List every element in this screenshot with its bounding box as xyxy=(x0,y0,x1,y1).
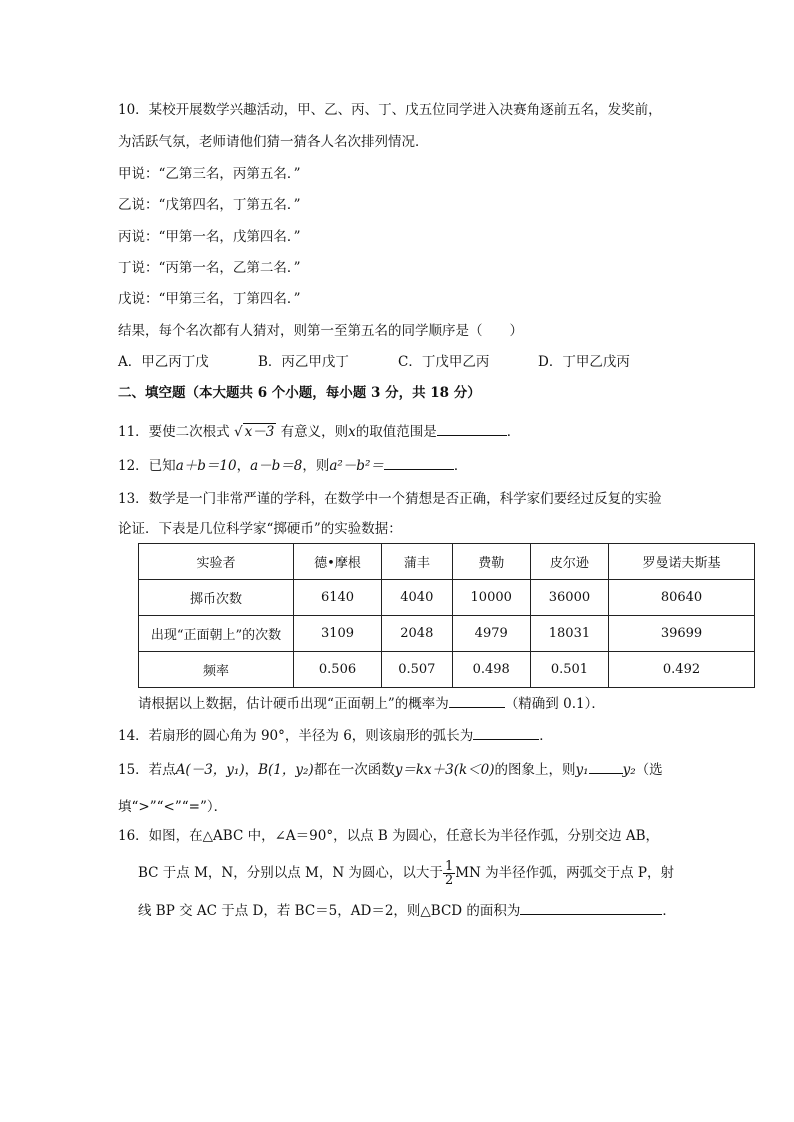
table-cell: 4979 xyxy=(452,616,530,652)
q10-statement-bing: 丙说：“甲第一名，戊第四名．” xyxy=(118,229,301,245)
table-cell: 18031 xyxy=(530,616,608,652)
q10-statement-jia: 甲说：“乙第三名，丙第五名．” xyxy=(118,166,301,182)
q15-function: y＝kx＋3(k＜0) xyxy=(394,762,495,778)
q15-point-a: A(－3，y₁) xyxy=(175,762,245,778)
table-cell: 费勒 xyxy=(452,544,530,580)
q11-text-b: 有意义，则 xyxy=(280,424,349,440)
table-cell: 实验者 xyxy=(139,544,294,580)
table-cell: 0.498 xyxy=(452,652,530,688)
table-cell: 频率 xyxy=(139,652,294,688)
q11-text-c: 的取值范围是 xyxy=(355,424,437,440)
fraction-half xyxy=(443,860,455,887)
fraction-denominator: 2 xyxy=(444,873,454,888)
q15-text-d: （选 xyxy=(635,762,663,778)
q13-after-b: （精确到 0.1）． xyxy=(504,696,605,712)
table-cell: 3109 xyxy=(294,616,382,652)
q11-variable: x xyxy=(348,424,356,440)
q16-line2-a: BC 于点 M，N，分别以点 M，N 为圆心，以大于 xyxy=(138,865,443,881)
q10-option-d: D．丁甲乙戊丙 xyxy=(538,354,630,370)
table-cell: 2048 xyxy=(382,616,453,652)
q10-option-b: B．丙乙甲戊丁 xyxy=(258,354,349,370)
table-cell: 0.492 xyxy=(609,652,755,688)
q16-end: ． xyxy=(662,903,676,919)
q12-text-b: ，则 xyxy=(302,458,330,474)
q13-after-a: 请根据以上数据，估计硬币出现“正面朝上”的概率为 xyxy=(138,696,449,712)
q15-line2: 填“>”“<”“=”）． xyxy=(118,799,228,815)
q15-text-c: 的图象上，则 xyxy=(494,762,576,778)
q10-line2: 为活跃气氛，老师请他们猜一猜各人名次排列情况． xyxy=(118,134,429,150)
table-cell: 掷币次数 xyxy=(139,580,294,616)
coin-toss-table xyxy=(138,543,755,688)
q15-text-a: 15．若点 xyxy=(118,762,176,778)
q15-y2: y₂ xyxy=(622,762,636,778)
q13-after-line xyxy=(138,693,605,714)
q14-answer-blank[interactable] xyxy=(473,725,539,740)
table-cell: 36000 xyxy=(530,580,608,616)
q10-statement-wu: 戊说：“甲第三名，丁第四名．” xyxy=(118,291,301,307)
table-cell: 0.501 xyxy=(530,652,608,688)
q16-line3-text: 线 BP 交 AC 于点 D，若 BC＝5，AD＝2，则△BCD 的面积为 xyxy=(138,903,521,919)
q10-statement-yi: 乙说：“戊第四名，丁第五名．” xyxy=(118,197,301,213)
q11-text-a: 11．要使二次根式 xyxy=(118,424,230,440)
q15-sep: ， xyxy=(244,762,259,778)
q10-statement-ding: 丁说：“丙第一名，乙第二名．” xyxy=(118,260,301,276)
table-cell: 39699 xyxy=(609,616,755,652)
q10-option-a: A．甲乙丙丁戊 xyxy=(118,354,209,370)
q13-answer-blank[interactable] xyxy=(449,693,505,708)
q10-line1: 10．某校开展数学兴趣活动，甲、乙、丙、丁、戊五位同学进入决赛角逐前五名，发奖前， xyxy=(118,102,662,118)
q10-option-c: C．丁戊甲乙丙 xyxy=(398,354,490,370)
table-row xyxy=(139,616,755,652)
q14-end: ． xyxy=(539,728,553,744)
q10-result: 结果，每个名次都有人猜对，则第一至第五名的同学顺序是（ ） xyxy=(118,323,523,339)
q16-line1: 16．如图，在△ABC 中，∠A＝90°，以点 B 为圆心，任意长为半径作弧，分别交边 AB， xyxy=(118,828,660,844)
q15-y1: y₁ xyxy=(575,762,589,778)
q11-end: ． xyxy=(506,424,521,440)
table-cell: 80640 xyxy=(609,580,755,616)
q12-line xyxy=(118,455,467,476)
q13-line2: 论证．下表是几位科学家“掷硬币”的实验数据： xyxy=(118,521,402,537)
table-row xyxy=(139,580,755,616)
table-cell: 4040 xyxy=(382,580,453,616)
section-heading: 二、填空题（本大题共 6 个小题，每小题 3 分，共 18 分） xyxy=(118,385,481,401)
table-row xyxy=(139,544,755,580)
table-cell: 罗曼诺夫斯基 xyxy=(609,544,755,580)
q16-line3 xyxy=(138,900,676,921)
table-cell: 德•摩根 xyxy=(294,544,382,580)
q16-line2 xyxy=(138,860,674,887)
q16-line2-b: MN 为半径作弧，两弧交于点 P，射 xyxy=(455,865,675,881)
q11-radicand: x－3 xyxy=(244,424,275,440)
table-cell: 0.506 xyxy=(294,652,382,688)
q12-eq1: a＋b＝10 xyxy=(175,458,237,474)
q16-answer-blank[interactable] xyxy=(520,900,662,915)
q12-answer-blank[interactable] xyxy=(384,455,454,470)
q12-sep: ， xyxy=(236,458,251,474)
table-cell: 6140 xyxy=(294,580,382,616)
table-cell: 出现“正面朝上”的次数 xyxy=(139,616,294,652)
q15-answer-blank[interactable] xyxy=(589,759,623,774)
q12-expression: a²－b²＝ xyxy=(329,458,384,474)
table-cell: 蒲丰 xyxy=(382,544,453,580)
q12-eq2: a－b＝8 xyxy=(250,458,303,474)
table-cell: 0.507 xyxy=(382,652,453,688)
q15-line1 xyxy=(118,759,663,780)
fraction-numerator: 1 xyxy=(444,859,454,874)
table-cell: 10000 xyxy=(452,580,530,616)
q14-line xyxy=(118,725,553,746)
table-row xyxy=(139,652,755,688)
sqrt-symbol: √ xyxy=(233,424,243,440)
q14-text: 14．若扇形的圆心角为 90°，半径为 6，则该扇形的弧长为 xyxy=(118,728,474,744)
q11-answer-blank[interactable] xyxy=(437,421,507,436)
q13-line1: 13．数学是一门非常严谨的学科，在数学中一个猜想是否正确，科学家们要经过反复的实验 xyxy=(118,491,662,507)
q12-text-a: 12．已知 xyxy=(118,458,176,474)
q15-text-b: 都在一次函数 xyxy=(313,762,395,778)
q15-point-b: B(1，y₂) xyxy=(258,762,314,778)
q12-end: ． xyxy=(453,458,468,474)
table-cell: 皮尔逊 xyxy=(530,544,608,580)
q11-line xyxy=(118,421,520,442)
